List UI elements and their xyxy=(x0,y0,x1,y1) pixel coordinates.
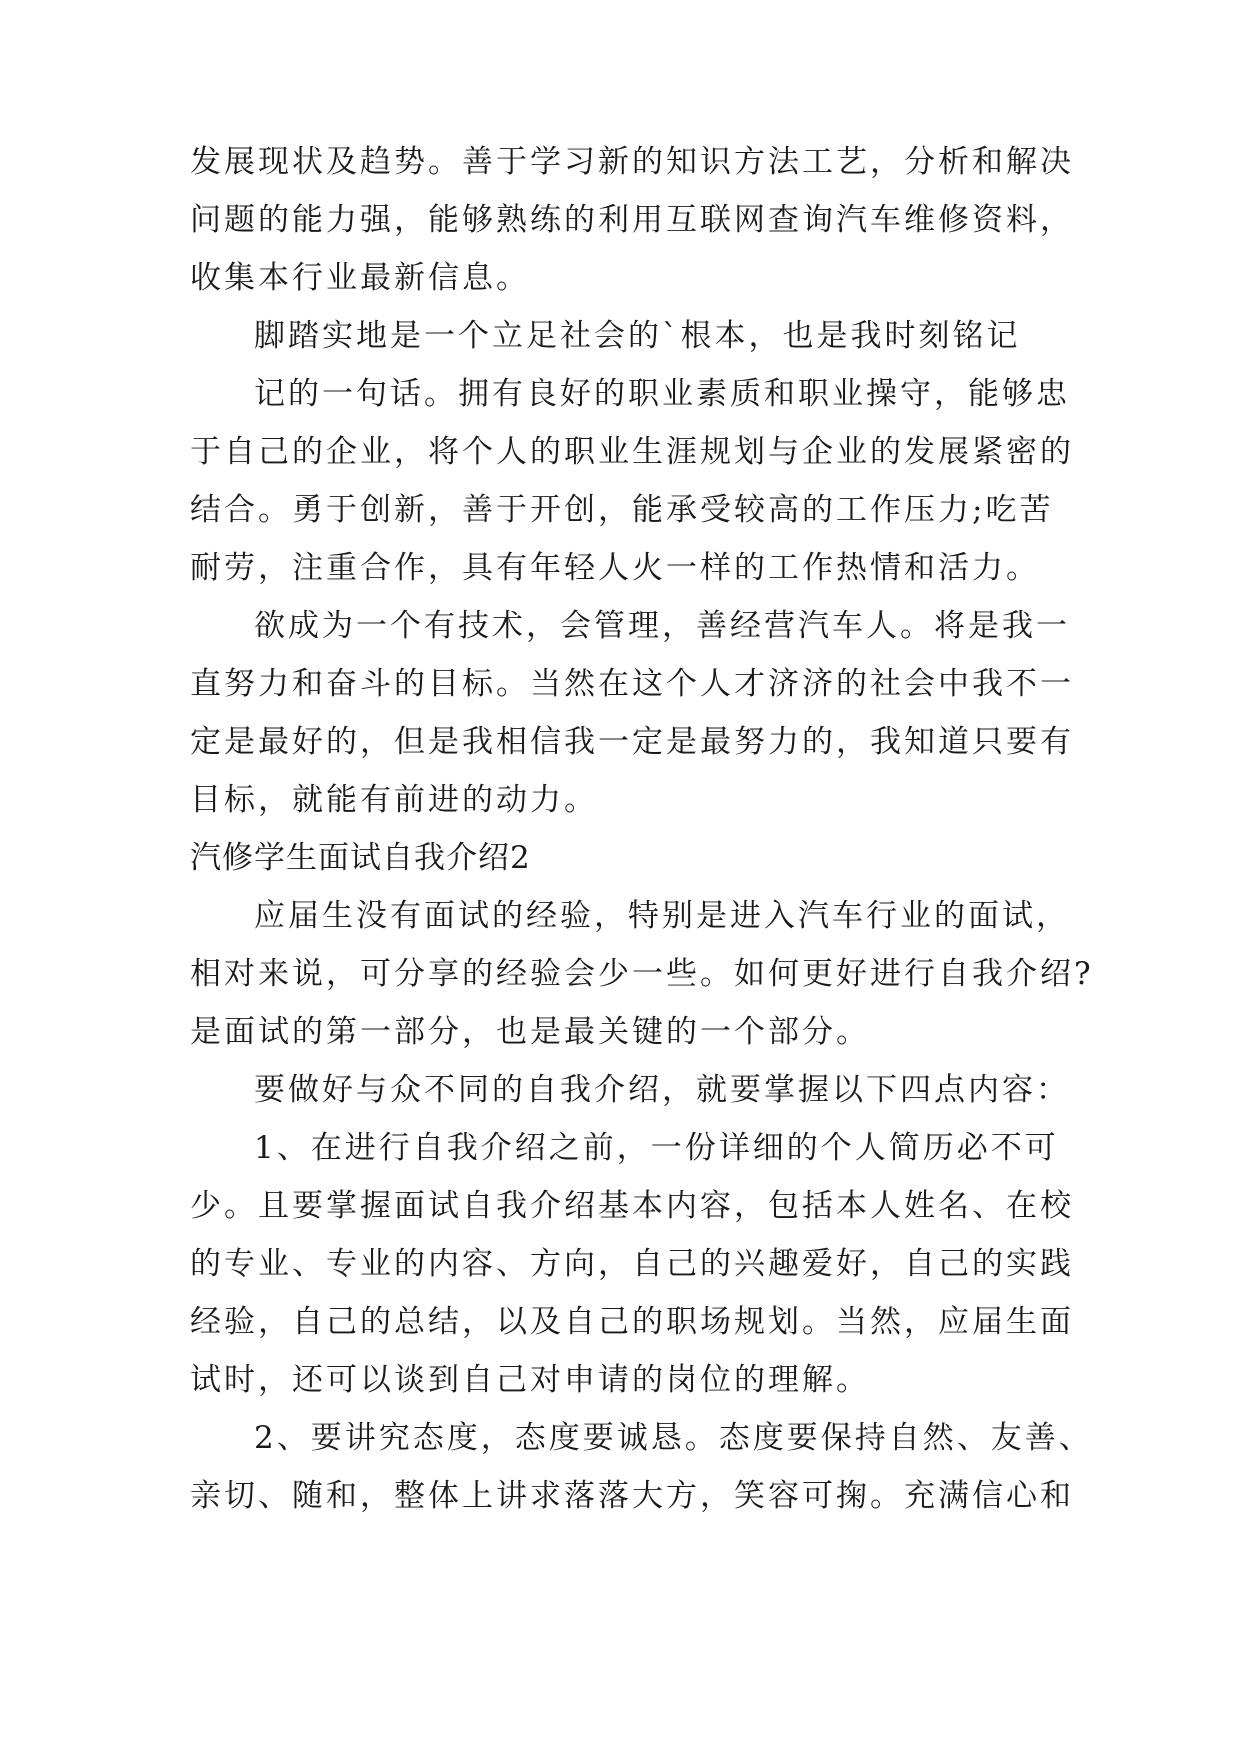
text-line: 要做好与众不同的自我介绍，就要掌握以下四点内容： xyxy=(254,1072,1070,1108)
text-line: 经验，自己的总结，以及自己的职场规划。当然，应届生面 xyxy=(190,1304,1074,1340)
text-line: 发展现状及趋势。善于学习新的知识方法工艺，分析和解决 xyxy=(190,144,1074,180)
text-line: 试时，还可以谈到自己对申请的岗位的理解。 xyxy=(190,1362,870,1398)
text-line: 是面试的第一部分，也是最关键的一个部分。 xyxy=(190,1014,870,1050)
text-line: 直努力和奋斗的目标。当然在这个人才济济的社会中我不一 xyxy=(190,666,1074,702)
text-line: 定是最好的，但是我相信我一定是最努力的，我知道只要有 xyxy=(190,724,1074,760)
text-line: 收集本行业最新信息。 xyxy=(190,260,530,296)
text-line: 脚踏实地是一个立足社会的`根本，也是我时刻铭记 xyxy=(254,318,1021,354)
text-line: 2、要讲究态度，态度要诚恳。态度要保持自然、友善、 xyxy=(254,1420,1093,1456)
text-line: 相对来说，可分享的经验会少一些。如何更好进行自我介绍? xyxy=(190,956,1094,992)
text-line: 1、在进行自我介绍之前，一份详细的个人简历必不可 xyxy=(254,1130,1059,1166)
text-line: 亲切、随和，整体上讲求落落大方，笑容可掬。充满信心和 xyxy=(190,1478,1074,1514)
text-line: 应届生没有面试的经验，特别是进入汽车行业的面试， xyxy=(254,898,1070,934)
text-line: 问题的能力强，能够熟练的利用互联网查询汽车维修资料， xyxy=(190,202,1074,238)
text-line: 欲成为一个有技术，会管理，善经营汽车人。将是我一 xyxy=(254,608,1070,644)
text-line: 结合。勇于创新，善于开创，能承受较高的工作压力;吃苦 xyxy=(190,492,1054,528)
text-line: 记的一句话。拥有良好的职业素质和职业操守，能够忠 xyxy=(254,376,1070,412)
text-line: 于自己的企业，将个人的职业生涯规划与企业的发展紧密的 xyxy=(190,434,1074,470)
text-line: 目标，就能有前进的动力。 xyxy=(190,782,598,818)
text-line: 的专业、专业的内容、方向，自己的兴趣爱好，自己的实践 xyxy=(190,1246,1074,1282)
section-heading: 汽修学生面试自我介绍2 xyxy=(190,840,531,876)
text-line: 少。且要掌握面试自我介绍基本内容，包括本人姓名、在校 xyxy=(190,1188,1074,1224)
text-line: 耐劳，注重合作，具有年轻人火一样的工作热情和活力。 xyxy=(190,550,1040,586)
